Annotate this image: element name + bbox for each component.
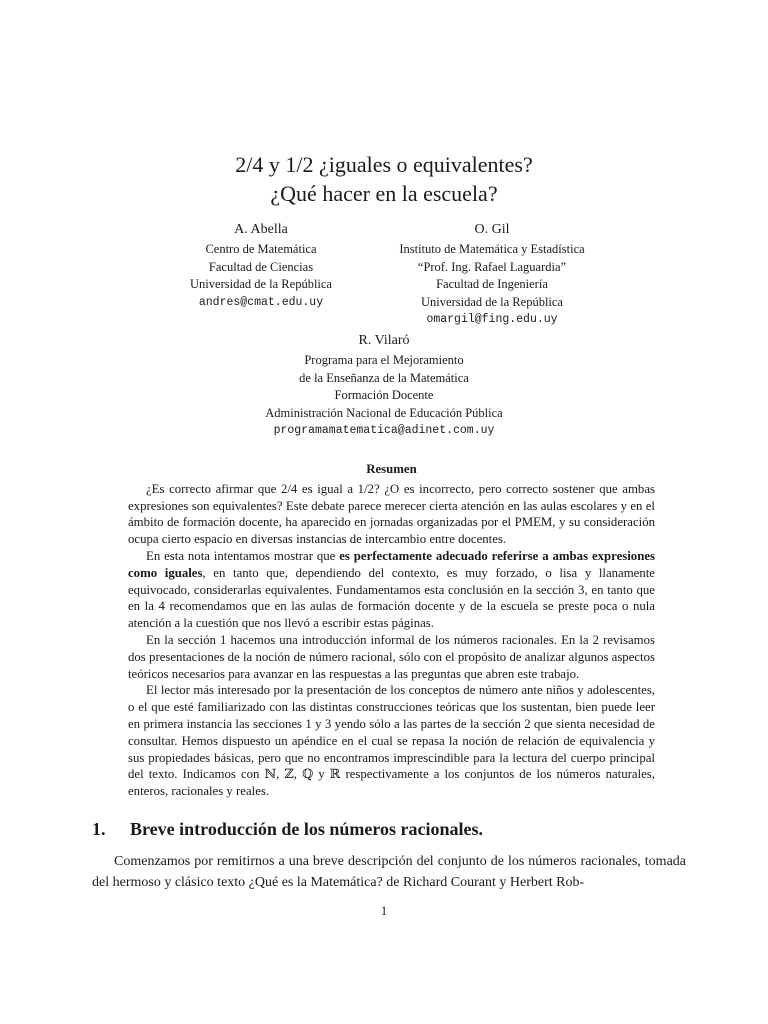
section-number: 1.	[92, 819, 106, 839]
affiliation-line: “Prof. Ing. Rafael Laguardia”	[417, 259, 567, 274]
author-email[interactable]: programamatematica@adinet.com.uy	[273, 424, 495, 437]
affiliation-line: Facultad de Ciencias	[208, 259, 314, 274]
section-title: Breve introducción de los números racionales.	[130, 819, 483, 839]
affiliation-line: Programa para el Mejoramiento	[304, 353, 464, 367]
author-name: O. Gil	[474, 222, 510, 237]
affiliation-line: Administración Nacional de Educación Pública	[265, 405, 503, 420]
affiliation-line: Facultad de Ingeniería	[436, 277, 548, 291]
affiliation-line: Instituto de Matemática y Estadística	[399, 242, 585, 256]
affiliation-line: Universidad de la República	[190, 277, 332, 291]
section-body	[92, 851, 686, 893]
page-number: 1	[380, 904, 388, 918]
author-email[interactable]: andres@cmat.edu.uy	[198, 295, 324, 309]
abstract-p2-end: , en tanto que, dependiendo del contexto, es muy forzado, o lisa y llanamente equivocado, considerarlas equivalentes. Fundamentamos esta conclusión en la sección 3, en tanto que en la 4 recomendamos que en las aulas de formación docente y de la escuela se preste poca o nula atención a la cuestión que nos llevó a escribir estas páginas.	[128, 565, 655, 631]
abstract-heading: Resumen	[366, 462, 417, 476]
author-block-vilaro	[200, 331, 568, 440]
abstract	[128, 461, 655, 800]
title-line-1: 2/4 y 1/2 ¿iguales o equivalentes?	[235, 152, 533, 177]
abstract-p2-start: En esta nota intentamos mostrar que	[146, 548, 340, 563]
affiliation-line: Formación Docente	[334, 388, 434, 402]
affiliation-line: Universidad de la República	[421, 294, 563, 309]
abstract-paragraph-2	[128, 548, 655, 632]
author-name: R. Vilaró	[358, 333, 410, 348]
author-block-abella	[150, 220, 372, 311]
abstract-p2-emphasis: es perfectamente adecuado referirse a ambas expresiones como iguales	[128, 548, 655, 580]
abstract-paragraph-1: ¿Es correcto afirmar que 2/4 es igual a 1/2? ¿O es incorrecto, pero correcto sostener que ambas expresiones son equivalentes? Este debate parece merecer cierta atención en las aulas escolares y en el ámbito de formación docente, ha aparecido en jornadas organizadas por el PMEM, y su consideración ocupa cierto espacio en diversas instancias de intercambio entre docentes.	[128, 481, 655, 547]
author-name: A. Abella	[234, 222, 288, 237]
title-line-2: ¿Qué hacer en la escuela?	[270, 181, 498, 206]
paper-title	[0, 150, 768, 208]
section-heading	[92, 816, 692, 842]
abstract-paragraph-4: El lector más interesado por la presentación de los conceptos de número ante niños y adolescentes, o el que esté familiarizado con las distintas construcciones teóricas que los sustentan, bien puede leer en primera instancia las secciones 1 y 3 yendo sólo a las partes de la sección 2 que sienta necesidad de consultar. Hemos dispuesto un apéndice en el cual se repasa la noción de relación de equivalencia y sus propiedades básicas, pero que no encontramos imprescindible para la lectura del cuerpo principal del texto. Indicamos con ℕ, ℤ, ℚ y ℝ respectivamente a los conjuntos de los números naturales, enteros, racionales y reales.	[128, 683, 655, 799]
author-block-gil	[372, 220, 612, 329]
author-email[interactable]: omargil@fing.edu.uy	[426, 313, 558, 326]
affiliation-line: de la Enseñanza de la Matemática	[299, 370, 469, 385]
affiliation-line: Centro de Matemática	[205, 242, 317, 256]
body-paragraph: Comenzamos por remitirnos a una breve descripción del conjunto de los números racionales, tomada del hermoso y clásico texto ¿Qué es la Matemática? de Richard Courant y Herbert Rob-	[92, 854, 686, 890]
abstract-paragraph-3: En la sección 1 hacemos una introducción informal de los números racionales. En la 2 revisamos dos presentaciones de la noción de número racional, sólo con el propósito de analizar algunos aspectos teóricos necesarios para avanzar en las respuestas a las preguntas que abren este trabajo.	[128, 632, 655, 681]
